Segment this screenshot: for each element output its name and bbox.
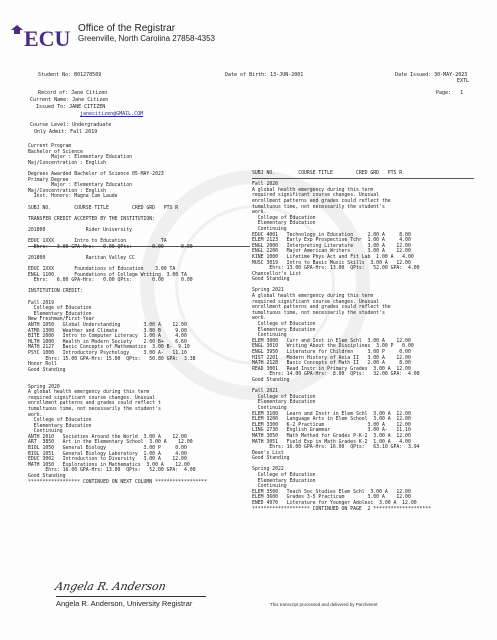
transcript-line: KINE 1000 Lifetime Phys Act and Fit Lab 1.00 A 4.00 [252,254,414,260]
transcript-line: work. [252,210,267,216]
transcript-line: EDUC 4001 Technology in Education 2.00 A 8.00 [252,232,411,238]
transcript-line: SUBJ NO. COURSE TITLE CRED GRD PTS R [28,205,179,211]
transcript-line: Major : Elementary Education [28,183,132,189]
transcript-line: 201800 Rider University [28,227,132,233]
transcript-line: Bachelor of Science [28,149,83,155]
transcript-line: INSTITUTION CREDIT: [28,289,83,295]
transcript-line: College of Education [252,322,316,328]
transcript-line: Elementary Education [28,311,92,317]
transcript-line: Elementary Education [252,221,316,227]
transcript-line: Maj/Concentration : English [28,188,106,194]
transcript-line: New Freshman/First-Year [28,317,95,323]
transcript-line: Spring 2022 [252,467,284,473]
transcript-line: Honor Roll [28,362,57,368]
current-name: Current Name: Jane Citizen [30,97,109,103]
transcript-line: Good Standing [252,377,290,383]
transcript-line: tumultuous time, not necessarily the student's [252,310,385,316]
transcript-line: PSYC 1000 Introductory Psychology 3.00 A- 11.10 [28,350,187,356]
transcript-line: A global health emergency during this term [28,390,150,396]
registrar-signature [53,574,168,596]
signature-line [56,596,206,597]
transcript-line: Spring 2021 [252,288,284,294]
transcript-line: College of Education [28,418,92,424]
transcript-line: Ehrs: 14.00 GPA-Hrs: 8.00 QPts: 32.00 GPA: 4.00 [252,372,420,378]
transcript-line: MATH 3050 Math Method for Grades P-K-2 3.00 A 12.00 [252,433,411,439]
transcript-line: enrollment patterns and grades could reflect the [252,305,391,311]
transcript-line: ENGL 3950 Literature for Children 3.00 P 0.00 [252,350,411,355]
transcript-line: enrollment patterns and grades could reflect the [252,198,391,204]
transcript-line: HIST 2201 Modern History of Asia II 3.00 A 12.00 [252,355,411,361]
signature-script: Angela R. Anderson [53,580,168,593]
transcript-line: Continuing [28,429,63,435]
transcript-line: Ehrs: 16.00 GPA-Hrs: 16.00 QPts: 63.10 GPA: 3.94 [252,445,420,451]
transcript-line: Ehrs: 16.00 GPA-Hrs: 13.00 QPts: 52.00 GPA: 4.00 [28,468,196,474]
transcript-line: TRANSFER CREDIT ACCEPTED BY THE INSTITUTION: [28,216,156,222]
transcript-line: ENGL 1100 Foundations of College Writing 3.00 TA [28,272,187,278]
transcript-line: Dean's List [252,450,284,456]
transcript-line: Elementary Education [252,327,316,333]
transcript-line: ENGL 2200 Major American Writers 3.00 A 12.00 [252,249,411,255]
transcript-line: A global health emergency during this term [252,294,374,300]
transcript-line: ELEM 2123 Early Exp Prospective Tchr 1.00 A 4.00 [252,238,411,244]
transcript-line: College of Education [252,394,316,400]
transcript-line: MATH 3051 Field Exp in Math Grades K-2 1.00 A 4.00 [252,439,411,445]
transcript-line: required significant course changes. Unusual [252,193,380,199]
transcript-line: HLTH 1000 Health in Modern Society 2.00 B+ 6.60 [28,339,187,345]
transcript-line: Ehrs: 13.00 GPA-Hrs: 13.00 QPts: 52.00 GPA: 4.00 [252,266,420,272]
office-address: Greenville, North Carolina 27858-4353 [78,34,215,43]
transcript-line: Primary Degree [28,177,69,183]
ecu-logo [8,22,74,52]
transcript-line: MATH 2128 Basic Concepts of Math II 2.00 A 8.00 [252,361,411,367]
page-number: Page: 1 [436,90,464,96]
transcript-line: work. [252,316,267,322]
issued-to: Issued To: JANE CITIZEN [36,104,106,110]
transcript-line: work. [28,412,43,418]
transcript-line: ENED 4970 Literature for Younger Adolesc 3.00 A 12.00 [252,501,417,507]
transcript-line: Ehrs: 6.00 GPA-Hrs: 0.00 QPts: 0.00 0.00 [28,278,193,284]
transcript-line: ANTH 2010 Societies Around the World 3.00 A 12.00 [28,434,187,440]
transcript-line: Good Standing [28,474,66,480]
transcript-line: Elementary Education [28,423,92,429]
admit-term: Only Admit: Fall 2019 [34,129,98,135]
transcript-line: ELEM 3100 Learn and Instr in Elem Schl 3.00 A 12.00 [252,411,411,417]
transcript-line: MATH 1050 Explorations in Mathematics 3.00 A 12.00 [28,462,190,468]
transcript-line: Chancellor's List [252,271,302,277]
transcript-line: Ehrs: 15.00 GPA-Hrs: 15.00 QPts: 50.80 GPA: 3.38 [28,356,196,362]
transcript-line: Major : Elementary Education [28,155,132,161]
transcript-line: tumultuous time, not necessarily the student's [252,204,385,210]
transcript-line: BIOL 1050 General Biology 3.00 P 0.00 [28,446,187,452]
delivery-footnote: This transcript processed and delivered by Parchment [270,602,378,607]
student-email: janecitizen@GMAIL.COM [80,111,144,117]
transcript-line: EDUC 1XXX Foundations of Education 3.00 TA [28,267,176,273]
transcript-line: 201800 Raritan Valley CC [28,255,135,261]
transcript-line: Fall 2021 [252,389,278,395]
transcript-line: Good Standing [28,367,66,373]
transcript-line: Spring 2020 [28,384,60,390]
transcript-line: ART 3850 Art in the Elementary School 3.00 A 12.00 [28,440,193,446]
date-of-birth: Date of Birth: 13-JUN-2001 [225,72,304,78]
transcript-line: ELEM 3300 K-2 Practicum 3.00 A 12.00 [252,422,411,428]
transcript-line: MUSC 3019 Intro to Basic Music Skills 3.00 A 12.00 [252,260,411,266]
transcript-line: ANTH 1050 Global Understanding 3.00 A 12.00 [28,323,187,328]
transcript-line: ENGL 3010 Writing About the Disciplines 3.00 P 0.00 [252,344,414,350]
transcript-line: ELEM 3000 Curr and Inst in Elem Schl 3.00 A 12.00 [252,338,411,344]
transcript-line: ELEM 3600 Grades 3-5 Practicum 3.00 A 12.00 [252,495,411,501]
right-transcript-column [252,171,476,512]
transcript-line: ATMO 1300 Weather and Climate 3.00 B 9.00 [28,328,187,334]
course-level: Course Level: Undergraduate [30,122,112,128]
transcript-line: Continuing [252,405,287,411]
transcript-line: Continuing [252,226,287,232]
transcript-line: Degrees Awarded Bachelor of Science 05-MAY-2023 [28,171,164,177]
transcript-line: ******************** CONTINUED ON PAGE 2 ******************** [252,506,432,512]
transcript-line: Good Standing [252,456,290,462]
student-number: Student No: B01278509 [38,72,102,78]
transcript-line: College of Education [252,215,316,221]
transcript-line: Fall 2019 [28,300,54,306]
transcript-line: MATH 2127 Basic Concepts of Mathematics 3.00 B- 9.10 [28,345,190,351]
transcript-line: EDUC 1XXX Intro to Education TA [28,239,167,245]
transcript-line: Good Standing [252,277,290,283]
transcript-line: College of Education [252,473,316,479]
transcript-line: Continuing [252,484,287,490]
transcript-line: College of Education [28,306,92,312]
transcript-line: BIOL 1051 General Biology Laboratory 1.00 A 4.00 [28,451,187,457]
transcript-line: Maj/Concentration : English [28,160,106,166]
transcript-line: Inst. Honors: Magna Cum Laude [28,194,118,200]
transcript-line: LING 2730 English Grammar 3.00 A- 11.10 [252,428,411,434]
transcript-line: Current Program [28,144,72,149]
transcript-line: required significant course changes. Unusual [252,299,380,305]
registrar-name-title: Angela R. Anderson, University Registrar [56,599,193,608]
transcript-type-code: EXTL [457,78,470,84]
transcript-line: Elementary Education [252,400,316,406]
transcript-line: READ 3001 Read Instr in Primary Grades 3.00 A 12.00 [252,366,411,372]
transcript-line: enrollment patterns and grades could reflect t [28,401,161,407]
ecu-logo-text: ECU [24,26,71,51]
transcript-line: BITE 2000 Intro to Computer Literacy 1.00 A 4.00 [28,334,187,340]
transcript-line: Ehrs: 3.00 GPA-Hrs: 0.00 QPts: 0.00 0.00 [28,244,193,250]
transcript-line: required significant course changes. Unusual [28,395,156,401]
office-name: Office of the Registrar [78,23,176,34]
transcript-line: SUBJ NO. COURSE TITLE CRED GRD PTS R [252,171,403,176]
record-of: Record of: Jane Citizen [38,90,108,96]
transcript-line: ELEM 3500 Teach Soc Studies Elem Schl 3.00 A 12.00 [252,489,411,495]
left-transcript-column [28,144,252,485]
transcript-line: tumultuous time, not necessarily the student's [28,406,161,412]
transcript-line: EDUC 3002 Introduction to Diversity 3.00 A 12.00 [28,457,187,463]
transcript-line: A global health emergency during this term [252,187,374,193]
transcript-line: ****************** CONTINUED ON NEXT COLUMN ****************** [28,479,208,485]
transcript-line: Elementary Education [252,478,316,484]
transcript-line: Fall 2020 [252,182,278,188]
transcript-line: Continuing [252,333,287,339]
transcript-line: ELEM 3200 Language Arts in Elem School 3.00 A 12.00 [252,417,411,423]
transcript-line: ENGL 2000 Interpreting Literature 3.00 A 12.00 [252,243,411,249]
date-issued: Date Issued: 30-MAY-2023 [395,72,468,78]
